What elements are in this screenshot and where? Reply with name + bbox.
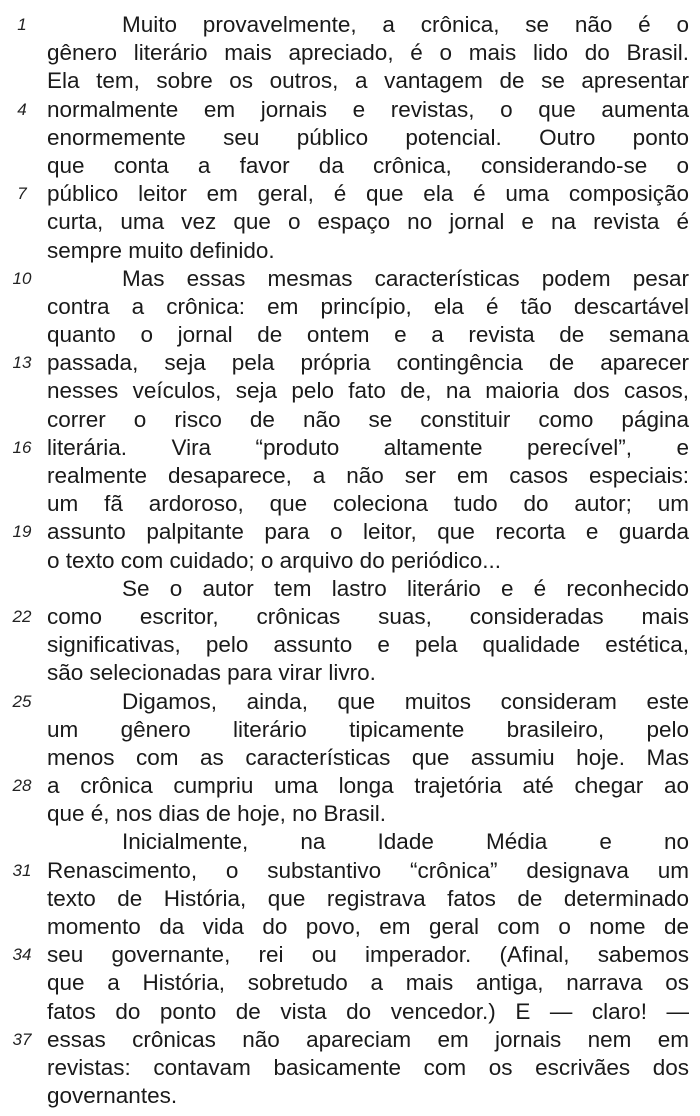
line-text: normalmente em jornais e revistas, o que aumenta — [47, 96, 689, 122]
line-text: nesses veículos, seja pelo fato de, na maioria dos casos, — [47, 378, 689, 404]
line-text: como escritor, crônicas suas, consideradas mais — [47, 603, 689, 629]
text-line — [0, 828, 700, 856]
text-line — [0, 659, 700, 687]
line-number: 22 — [12, 606, 32, 626]
text-line — [0, 800, 700, 828]
line-text: literária. Vira “produto altamente perecível”, e — [47, 434, 689, 460]
line-text: enormemente seu público potencial. Outro ponto — [47, 124, 689, 150]
line-text: um gênero literário tipicamente brasileiro, pelo — [47, 716, 689, 742]
line-text: o texto com cuidado; o arquivo do periódico... — [47, 547, 502, 573]
line-text: Ela tem, sobre os outros, a vantagem de se apresentar — [47, 68, 689, 94]
text-line — [0, 969, 700, 997]
line-number: 25 — [12, 691, 32, 711]
text-line — [0, 575, 700, 603]
line-number: 16 — [12, 437, 32, 457]
text-line — [0, 96, 700, 124]
text-line — [0, 434, 700, 462]
line-text: gênero literário mais apreciado, é o mais lido do Brasil. — [47, 40, 689, 66]
line-text: passada, seja pela própria contingência de aparecer — [47, 350, 689, 376]
text-line — [0, 547, 700, 575]
text-line — [0, 1054, 700, 1082]
line-text: que conta a favor da crônica, considerando-se o — [47, 152, 689, 178]
text-line — [0, 603, 700, 631]
text-line — [0, 124, 700, 152]
text-line — [0, 180, 700, 208]
text-line — [0, 716, 700, 744]
line-number: 4 — [17, 99, 27, 119]
text-line — [0, 349, 700, 377]
text-line — [0, 67, 700, 95]
text-line — [0, 462, 700, 490]
line-text: Muito provavelmente, a crônica, se não é o — [122, 12, 689, 37]
line-text: Inicialmente, na Idade Média e no — [122, 829, 689, 855]
line-text: seu governante, rei ou imperador. (Afinal, sabemos — [47, 942, 689, 968]
line-text: contra a crônica: em princípio, ela é tão descartável — [47, 293, 689, 319]
line-text: a crônica cumpriu uma longa trajetória até chegar ao — [47, 773, 689, 799]
line-text: Mas essas mesmas características podem pesar — [122, 265, 689, 291]
line-number: 31 — [12, 860, 32, 880]
text-line — [0, 39, 700, 67]
line-number: 1 — [17, 15, 27, 34]
text-line — [0, 941, 700, 969]
line-text: que é, nos dias de hoje, no Brasil. — [47, 801, 386, 827]
line-text: Digamos, ainda, que muitos consideram este — [122, 688, 689, 714]
line-text: Se o autor tem lastro literário e é reconhecido — [122, 575, 689, 601]
line-text: quanto o jornal de ontem e a revista de semana — [47, 322, 689, 348]
line-text: realmente desaparece, a não ser em casos especiais: — [47, 463, 689, 488]
text-line — [0, 152, 700, 180]
text-line — [0, 377, 700, 405]
text-line — [0, 490, 700, 518]
line-text: texto de História, que registrava fatos de determinado — [47, 885, 689, 911]
text-line — [0, 406, 700, 434]
text-line — [0, 772, 700, 800]
line-number: 10 — [12, 268, 32, 288]
text-line — [0, 857, 700, 885]
line-text: que a História, sobretudo a mais antiga, narrava os — [47, 970, 689, 996]
text-line — [0, 885, 700, 913]
text-line — [0, 237, 700, 265]
line-number: 13 — [12, 353, 32, 373]
text-line — [0, 998, 700, 1026]
text-line — [0, 913, 700, 941]
document-body — [0, 11, 700, 1110]
text-line — [0, 744, 700, 772]
text-line — [0, 1026, 700, 1054]
line-text: menos com as características que assumiu hoje. Mas — [47, 744, 689, 770]
line-text: essas crônicas não apareciam em jornais nem em — [47, 1026, 689, 1052]
text-line — [0, 518, 700, 546]
line-number: 37 — [12, 1029, 32, 1049]
line-number: 28 — [12, 776, 32, 796]
line-text: correr o risco de não se constituir como página — [47, 406, 689, 432]
line-text: governantes. — [47, 1083, 178, 1109]
line-number: 19 — [12, 522, 32, 542]
text-line — [0, 293, 700, 321]
text-line — [0, 321, 700, 349]
line-text: Renascimento, o substantivo “crônica” designava um — [47, 857, 689, 883]
line-text: momento da vida do povo, em geral com o nome de — [47, 914, 689, 939]
line-text: assunto palpitante para o leitor, que recorta e guarda — [47, 519, 689, 545]
text-line — [0, 631, 700, 659]
text-line — [0, 208, 700, 236]
line-text: fatos do ponto de vista do vencedor.) E — claro! — — [47, 998, 689, 1024]
line-text: um fã ardoroso, que coleciona tudo do autor; um — [47, 491, 689, 517]
text-line — [0, 688, 700, 716]
line-text: significativas, pelo assunto e pela qualidade estética, — [47, 632, 689, 658]
line-text: curta, uma vez que o espaço no jornal e na revista é — [47, 209, 689, 235]
text-line — [0, 265, 700, 293]
line-number: 7 — [17, 184, 27, 204]
line-text: sempre muito definido. — [47, 237, 275, 263]
text-line — [0, 11, 700, 39]
line-text: são selecionadas para virar livro. — [47, 660, 376, 686]
line-text: revistas: contavam basicamente com os escrivães dos — [47, 1054, 689, 1080]
line-text: público leitor em geral, é que ela é uma composição — [47, 181, 689, 207]
text-line — [0, 1082, 700, 1110]
line-number: 34 — [12, 945, 32, 965]
